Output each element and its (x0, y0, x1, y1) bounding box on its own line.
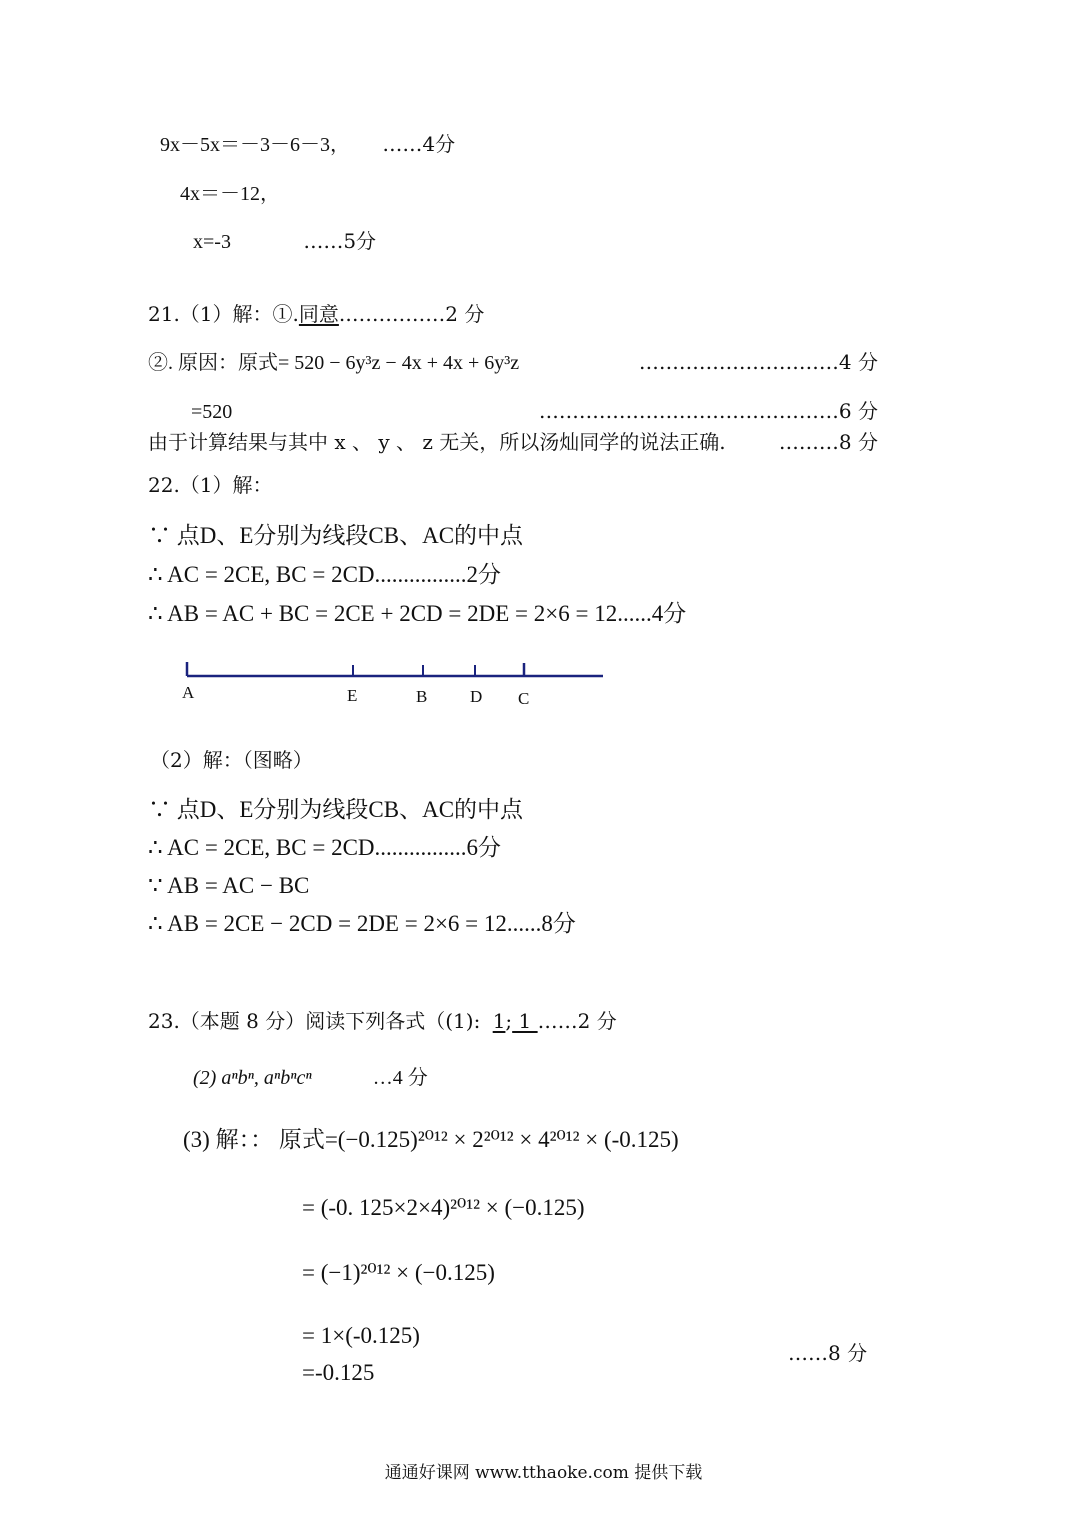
question-label: （2）解：（图略） (150, 748, 313, 772)
expression: (3) 解：： 原式=(−0.125)²⁰¹² × 2²⁰¹² × 4²⁰¹² × (-0.125) (183, 1127, 679, 1152)
question-label: 21.（1）解：①. (148, 302, 299, 326)
expression: = (−1)²⁰¹² × (−0.125) (302, 1260, 495, 1285)
q22-step2 (148, 561, 501, 589)
q22-step3 (148, 600, 686, 628)
label-a: A (182, 683, 195, 702)
label-d: D (470, 687, 483, 706)
label-b: B (416, 687, 428, 706)
q22-step7 (148, 910, 576, 938)
conclusion-text: 由于计算结果与其中 x 、 y 、 z 无关，所以汤灿同学的说法正确. (148, 430, 726, 454)
proof-step: ∴ AC = 2CE, BC = 2CD................6分 (148, 835, 502, 860)
step-line-3 (193, 229, 376, 254)
score: ……2 分 (537, 1009, 617, 1033)
q22-step4 (148, 796, 523, 824)
expression: =520 (191, 401, 233, 423)
q22-step6 (148, 872, 309, 900)
label-e: E (347, 686, 358, 705)
q22-part2-label (150, 748, 313, 772)
q21-reason (148, 350, 878, 375)
q22-step1 (148, 522, 523, 550)
q21-conclusion (148, 430, 878, 454)
separator: ; (505, 1009, 513, 1033)
question-label: 23.（本题 8 分）阅读下列各式（(1): (148, 1009, 481, 1033)
proof-step: ∵ 点D、E分别为线段CB、AC的中点 (148, 523, 524, 548)
score: ………8 分 (778, 430, 878, 454)
score: .……………2 分 (338, 302, 485, 326)
answer-1: 1 (492, 1009, 506, 1033)
q21-part1 (148, 302, 484, 326)
label-c: C (518, 689, 530, 708)
score: ……4分 (382, 132, 456, 156)
equation: x=-3 (193, 231, 231, 253)
q23-step1 (302, 1194, 585, 1222)
q22-step5 (148, 834, 501, 862)
proof-step: ∴ AB = AC + BC = 2CE + 2CD = 2DE = 2×6 = 12......4分 (148, 601, 687, 626)
expression: = 1×(-0.125) (302, 1323, 420, 1348)
q23-final-score (788, 1341, 867, 1365)
proof-step: ∵ AB = AC − BC (148, 873, 310, 898)
equation: 9x－5x＝－3－6－3， (160, 134, 350, 156)
question-label: 22.（1）解： (148, 473, 273, 497)
q22-label (148, 473, 273, 497)
q23-part1 (148, 1009, 617, 1033)
score: …4 分 (372, 1067, 428, 1089)
q23-step4 (302, 1359, 374, 1387)
proof-step: ∴ AC = 2CE, BC = 2CD................2分 (148, 562, 502, 587)
step-line-1 (160, 132, 455, 157)
equation: 4x＝－12， (180, 183, 280, 205)
score: …………………………4 分 (638, 350, 878, 374)
score: ……5分 (303, 229, 377, 253)
q21-eq (191, 399, 878, 424)
expression: ②. 原因：原式= 520 − 6y³z − 4x + 4x + 6y³z (148, 352, 520, 374)
expression: (2) aⁿbⁿ, aⁿbⁿcⁿ (193, 1067, 312, 1089)
score: ………………………………………6 分 (538, 399, 878, 423)
q23-step2 (302, 1259, 495, 1287)
q23-part3 (183, 1126, 679, 1154)
q23-step3 (302, 1322, 420, 1350)
expression: = (-0. 125×2×4)²⁰¹² × (−0.125) (302, 1195, 585, 1220)
answer-2: 1 (512, 1009, 538, 1033)
segment-diagram (170, 655, 630, 715)
answer: 同意 (298, 302, 339, 326)
step-line-2 (180, 181, 280, 206)
page-footer: 通通好课网 www.tthaoke.com 提供下载 (384, 1463, 703, 1483)
q23-part2 (193, 1066, 428, 1090)
score: ……8 分 (788, 1341, 868, 1365)
proof-step: ∵ 点D、E分别为线段CB、AC的中点 (148, 797, 524, 822)
proof-step: ∴ AB = 2CE − 2CD = 2DE = 2×6 = 12......8分 (148, 911, 576, 936)
expression: =-0.125 (302, 1360, 375, 1385)
